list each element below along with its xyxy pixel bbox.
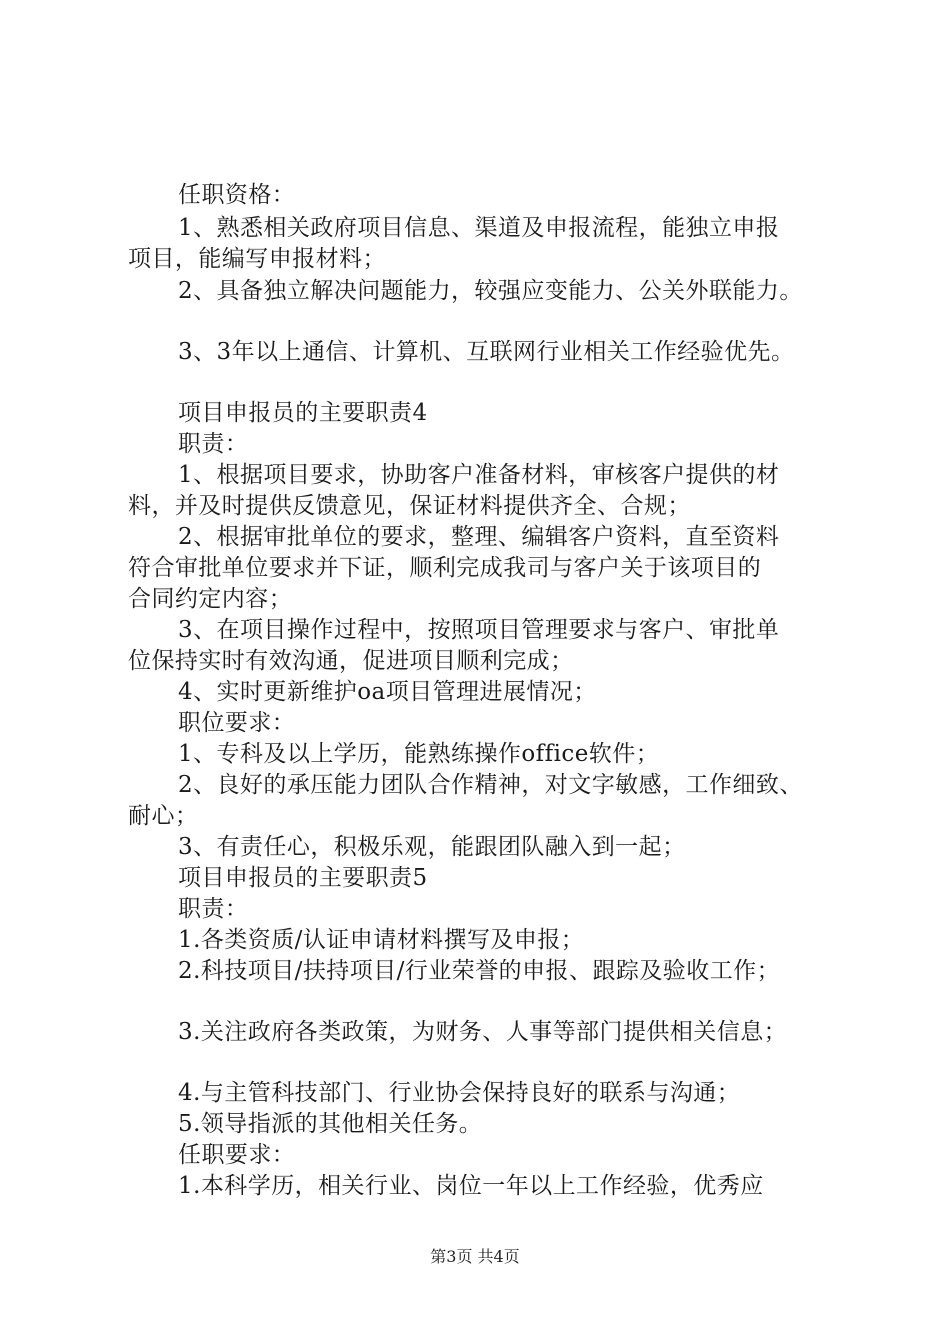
text-line: 5.领导指派的其他相关任务。 (178, 1111, 483, 1137)
section-heading: 项目申报员的主要职责5 (178, 865, 428, 891)
text-line: 1、专科及以上学历，能熟练操作office软件； (178, 741, 660, 767)
text-line: 3.关注政府各类政策，为财务、人事等部门提供相关信息； (178, 1019, 788, 1045)
page-number-footer: 第3页 共4页 (430, 1247, 520, 1266)
text-line: 料，并及时提供反馈意见，保证材料提供齐全、合规； (128, 493, 691, 519)
text-line: 2.科技项目/扶持项目/行业荣誉的申报、跟踪及验收工作； (178, 958, 781, 984)
text-line: 职位要求： (178, 710, 296, 736)
text-line: 1、熟悉相关政府项目信息、渠道及申报流程，能独立申报 (178, 215, 780, 241)
text-line: 耐心； (128, 803, 199, 829)
text-line: 2、根据审批单位的要求，整理、编辑客户资料，直至资料 (178, 524, 780, 550)
text-line: 1.各类资质/认证申请材料撰写及申报； (178, 927, 585, 953)
text-line: 任职资格： (178, 182, 296, 208)
text-line: 4.与主管科技部门、行业协会保持良好的联系与沟通； (178, 1080, 741, 1106)
text-line: 2、良好的承压能力团队合作精神，对文字敏感，工作细致、 (178, 772, 803, 798)
section-heading: 项目申报员的主要职责4 (178, 400, 428, 426)
text-line: 3、在项目操作过程中，按照项目管理要求与客户、审批单 (178, 617, 780, 643)
text-line: 3、有责任心，积极乐观，能跟团队融入到一起； (178, 834, 686, 860)
text-line: 3、3年以上通信、计算机、互联网行业相关工作经验优先。 (178, 339, 795, 365)
text-line: 职责： (178, 431, 249, 457)
text-line: 1.本科学历，相关行业、岗位一年以上工作经验，优秀应 (178, 1173, 764, 1199)
text-line: 4、实时更新维护oa项目管理进展情况； (178, 679, 597, 705)
text-line: 合同约定内容； (128, 586, 293, 612)
text-line: 项目，能编写申报材料； (128, 246, 386, 272)
text-line: 任职要求： (178, 1142, 296, 1168)
text-line: 职责： (178, 896, 249, 922)
text-line: 2、具备独立解决问题能力，较强应变能力、公关外联能力。 (178, 278, 803, 304)
text-line: 位保持实时有效沟通，促进项目顺利完成； (128, 648, 574, 674)
text-line: 1、根据项目要求，协助客户准备材料，审核客户提供的材 (178, 462, 780, 488)
text-line: 符合审批单位要求并下证，顺利完成我司与客户关于该项目的 (128, 555, 762, 581)
